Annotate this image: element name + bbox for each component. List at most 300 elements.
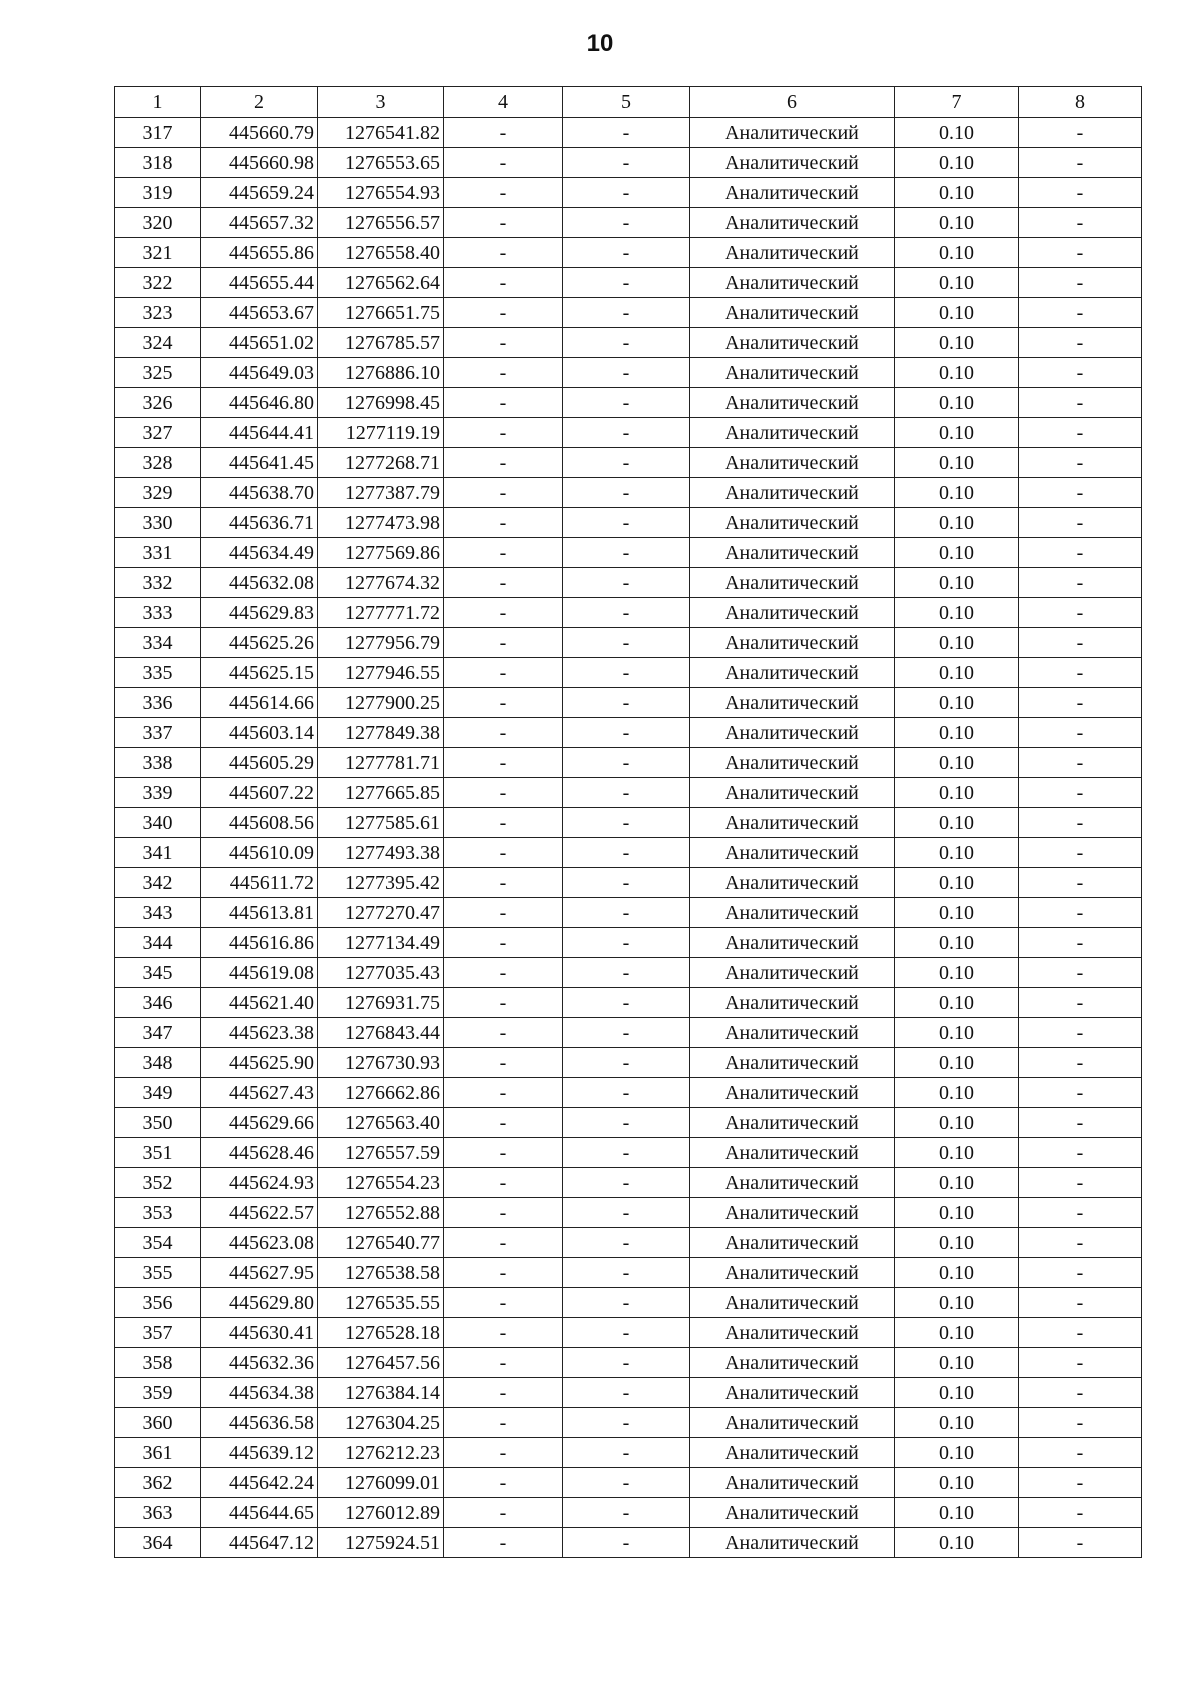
table-row <box>115 478 1142 508</box>
cell-method: Аналитический <box>690 1048 895 1078</box>
column-header-3: 3 <box>318 87 444 118</box>
cell-col-5: - <box>563 448 690 478</box>
cell-coord-x: 445644.65 <box>201 1498 318 1528</box>
cell-accuracy: 0.10 <box>895 868 1019 898</box>
cell-col-8: - <box>1019 1408 1142 1438</box>
cell-method: Аналитический <box>690 808 895 838</box>
cell-col-8: - <box>1019 1168 1142 1198</box>
cell-coord-y: 1276212.23 <box>318 1438 444 1468</box>
cell-col-4: - <box>444 118 563 148</box>
cell-accuracy: 0.10 <box>895 1318 1019 1348</box>
cell-coord-y: 1277569.86 <box>318 538 444 568</box>
cell-method: Аналитический <box>690 238 895 268</box>
cell-col-5: - <box>563 1438 690 1468</box>
table-row <box>115 208 1142 238</box>
table-row <box>115 1048 1142 1078</box>
cell-col-8: - <box>1019 118 1142 148</box>
cell-coord-y: 1276554.23 <box>318 1168 444 1198</box>
cell-point-number: 364 <box>115 1528 201 1558</box>
cell-col-5: - <box>563 598 690 628</box>
cell-col-8: - <box>1019 1048 1142 1078</box>
cell-coord-x: 445629.80 <box>201 1288 318 1318</box>
cell-method: Аналитический <box>690 538 895 568</box>
cell-col-8: - <box>1019 1438 1142 1468</box>
cell-col-8: - <box>1019 1468 1142 1498</box>
cell-col-8: - <box>1019 238 1142 268</box>
cell-coord-x: 445613.81 <box>201 898 318 928</box>
cell-coord-x: 445621.40 <box>201 988 318 1018</box>
cell-point-number: 356 <box>115 1288 201 1318</box>
cell-accuracy: 0.10 <box>895 538 1019 568</box>
cell-coord-x: 445644.41 <box>201 418 318 448</box>
cell-col-4: - <box>444 1408 563 1438</box>
cell-col-8: - <box>1019 268 1142 298</box>
cell-coord-y: 1276557.59 <box>318 1138 444 1168</box>
cell-method: Аналитический <box>690 418 895 448</box>
cell-col-5: - <box>563 178 690 208</box>
cell-col-4: - <box>444 838 563 868</box>
cell-method: Аналитический <box>690 1408 895 1438</box>
cell-accuracy: 0.10 <box>895 1018 1019 1048</box>
cell-accuracy: 0.10 <box>895 358 1019 388</box>
cell-col-5: - <box>563 1408 690 1438</box>
cell-method: Аналитический <box>690 1198 895 1228</box>
cell-coord-x: 445605.29 <box>201 748 318 778</box>
cell-coord-y: 1276012.89 <box>318 1498 444 1528</box>
cell-method: Аналитический <box>690 1228 895 1258</box>
cell-coord-x: 445653.67 <box>201 298 318 328</box>
cell-point-number: 342 <box>115 868 201 898</box>
cell-col-5: - <box>563 1078 690 1108</box>
cell-col-5: - <box>563 1138 690 1168</box>
cell-col-4: - <box>444 688 563 718</box>
cell-col-4: - <box>444 298 563 328</box>
column-header-2: 2 <box>201 87 318 118</box>
cell-method: Аналитический <box>690 1018 895 1048</box>
cell-method: Аналитический <box>690 1258 895 1288</box>
cell-point-number: 351 <box>115 1138 201 1168</box>
cell-accuracy: 0.10 <box>895 718 1019 748</box>
cell-accuracy: 0.10 <box>895 1528 1019 1558</box>
cell-coord-x: 445642.24 <box>201 1468 318 1498</box>
cell-point-number: 346 <box>115 988 201 1018</box>
cell-coord-y: 1276558.40 <box>318 238 444 268</box>
cell-col-8: - <box>1019 1528 1142 1558</box>
cell-col-4: - <box>444 628 563 658</box>
cell-method: Аналитический <box>690 778 895 808</box>
table-row <box>115 1498 1142 1528</box>
cell-method: Аналитический <box>690 1108 895 1138</box>
cell-accuracy: 0.10 <box>895 268 1019 298</box>
cell-col-5: - <box>563 718 690 748</box>
cell-coord-x: 445625.26 <box>201 628 318 658</box>
cell-accuracy: 0.10 <box>895 1228 1019 1258</box>
cell-coord-x: 445632.36 <box>201 1348 318 1378</box>
table-row <box>115 1108 1142 1138</box>
cell-coord-x: 445634.38 <box>201 1378 318 1408</box>
cell-method: Аналитический <box>690 868 895 898</box>
cell-col-5: - <box>563 208 690 238</box>
cell-accuracy: 0.10 <box>895 118 1019 148</box>
cell-col-8: - <box>1019 388 1142 418</box>
cell-col-8: - <box>1019 1498 1142 1528</box>
cell-method: Аналитический <box>690 1318 895 1348</box>
cell-col-4: - <box>444 1468 563 1498</box>
table-row <box>115 178 1142 208</box>
cell-col-8: - <box>1019 628 1142 658</box>
cell-method: Аналитический <box>690 1348 895 1378</box>
cell-coord-y: 1277035.43 <box>318 958 444 988</box>
cell-point-number: 350 <box>115 1108 201 1138</box>
table-row <box>115 598 1142 628</box>
cell-accuracy: 0.10 <box>895 1498 1019 1528</box>
cell-col-4: - <box>444 898 563 928</box>
cell-point-number: 317 <box>115 118 201 148</box>
cell-col-5: - <box>563 1288 690 1318</box>
cell-accuracy: 0.10 <box>895 988 1019 1018</box>
cell-coord-y: 1277585.61 <box>318 808 444 838</box>
cell-coord-y: 1276457.56 <box>318 1348 444 1378</box>
cell-col-8: - <box>1019 928 1142 958</box>
cell-coord-y: 1277849.38 <box>318 718 444 748</box>
cell-method: Аналитический <box>690 208 895 238</box>
cell-col-8: - <box>1019 1378 1142 1408</box>
cell-point-number: 327 <box>115 418 201 448</box>
cell-col-4: - <box>444 238 563 268</box>
table-row <box>115 958 1142 988</box>
cell-col-8: - <box>1019 1018 1142 1048</box>
cell-accuracy: 0.10 <box>895 1258 1019 1288</box>
cell-col-8: - <box>1019 838 1142 868</box>
cell-col-8: - <box>1019 748 1142 778</box>
cell-col-8: - <box>1019 898 1142 928</box>
cell-col-4: - <box>444 178 563 208</box>
cell-col-8: - <box>1019 808 1142 838</box>
cell-point-number: 341 <box>115 838 201 868</box>
cell-coord-x: 445649.03 <box>201 358 318 388</box>
cell-coord-x: 445655.86 <box>201 238 318 268</box>
cell-col-5: - <box>563 328 690 358</box>
table-row <box>115 148 1142 178</box>
cell-coord-x: 445627.43 <box>201 1078 318 1108</box>
cell-accuracy: 0.10 <box>895 1438 1019 1468</box>
cell-col-4: - <box>444 1018 563 1048</box>
cell-method: Аналитический <box>690 388 895 418</box>
cell-col-8: - <box>1019 1078 1142 1108</box>
cell-accuracy: 0.10 <box>895 1138 1019 1168</box>
cell-col-8: - <box>1019 1198 1142 1228</box>
cell-method: Аналитический <box>690 658 895 688</box>
cell-accuracy: 0.10 <box>895 1048 1019 1078</box>
cell-method: Аналитический <box>690 478 895 508</box>
cell-col-8: - <box>1019 1228 1142 1258</box>
cell-col-4: - <box>444 208 563 238</box>
cell-coord-y: 1276384.14 <box>318 1378 444 1408</box>
cell-point-number: 330 <box>115 508 201 538</box>
cell-coord-x: 445627.95 <box>201 1258 318 1288</box>
column-header-7: 7 <box>895 87 1019 118</box>
cell-point-number: 343 <box>115 898 201 928</box>
cell-accuracy: 0.10 <box>895 748 1019 778</box>
cell-coord-x: 445616.86 <box>201 928 318 958</box>
cell-coord-x: 445622.57 <box>201 1198 318 1228</box>
cell-col-4: - <box>444 1378 563 1408</box>
cell-coord-x: 445629.83 <box>201 598 318 628</box>
cell-col-5: - <box>563 478 690 508</box>
cell-col-8: - <box>1019 448 1142 478</box>
cell-accuracy: 0.10 <box>895 1468 1019 1498</box>
cell-col-4: - <box>444 1228 563 1258</box>
cell-point-number: 352 <box>115 1168 201 1198</box>
cell-accuracy: 0.10 <box>895 778 1019 808</box>
cell-coord-x: 445630.41 <box>201 1318 318 1348</box>
cell-col-4: - <box>444 748 563 778</box>
cell-method: Аналитический <box>690 298 895 328</box>
cell-col-8: - <box>1019 478 1142 508</box>
cell-point-number: 357 <box>115 1318 201 1348</box>
cell-col-8: - <box>1019 718 1142 748</box>
cell-method: Аналитический <box>690 1168 895 1198</box>
cell-coord-y: 1275924.51 <box>318 1528 444 1558</box>
cell-point-number: 361 <box>115 1438 201 1468</box>
cell-method: Аналитический <box>690 688 895 718</box>
cell-col-5: - <box>563 1198 690 1228</box>
cell-col-5: - <box>563 1528 690 1558</box>
cell-coord-x: 445625.90 <box>201 1048 318 1078</box>
cell-accuracy: 0.10 <box>895 418 1019 448</box>
table-row <box>115 1258 1142 1288</box>
cell-col-8: - <box>1019 1138 1142 1168</box>
table-row <box>115 328 1142 358</box>
cell-coord-x: 445655.44 <box>201 268 318 298</box>
cell-col-5: - <box>563 1348 690 1378</box>
cell-col-4: - <box>444 958 563 988</box>
cell-coord-x: 445629.66 <box>201 1108 318 1138</box>
cell-coord-y: 1276651.75 <box>318 298 444 328</box>
table-row <box>115 1018 1142 1048</box>
cell-col-4: - <box>444 388 563 418</box>
cell-point-number: 353 <box>115 1198 201 1228</box>
cell-col-5: - <box>563 418 690 448</box>
cell-col-4: - <box>444 778 563 808</box>
cell-col-8: - <box>1019 988 1142 1018</box>
cell-col-8: - <box>1019 658 1142 688</box>
table-row <box>115 538 1142 568</box>
cell-accuracy: 0.10 <box>895 1198 1019 1228</box>
cell-coord-y: 1276553.65 <box>318 148 444 178</box>
cell-coord-x: 445628.46 <box>201 1138 318 1168</box>
cell-accuracy: 0.10 <box>895 688 1019 718</box>
cell-col-5: - <box>563 688 690 718</box>
cell-col-8: - <box>1019 298 1142 328</box>
table-row <box>115 508 1142 538</box>
table-row <box>115 868 1142 898</box>
cell-point-number: 347 <box>115 1018 201 1048</box>
cell-point-number: 323 <box>115 298 201 328</box>
table-row <box>115 808 1142 838</box>
cell-col-8: - <box>1019 1108 1142 1138</box>
cell-method: Аналитический <box>690 1078 895 1108</box>
column-header-8: 8 <box>1019 87 1142 118</box>
cell-col-4: - <box>444 448 563 478</box>
cell-point-number: 340 <box>115 808 201 838</box>
cell-col-5: - <box>563 1498 690 1528</box>
table-row <box>115 1378 1142 1408</box>
cell-col-4: - <box>444 1288 563 1318</box>
table-row <box>115 778 1142 808</box>
cell-coord-x: 445634.49 <box>201 538 318 568</box>
table-row <box>115 1138 1142 1168</box>
cell-col-4: - <box>444 868 563 898</box>
cell-coord-x: 445636.71 <box>201 508 318 538</box>
cell-point-number: 322 <box>115 268 201 298</box>
cell-point-number: 336 <box>115 688 201 718</box>
cell-col-8: - <box>1019 538 1142 568</box>
cell-col-4: - <box>444 1168 563 1198</box>
cell-coord-y: 1276556.57 <box>318 208 444 238</box>
cell-coord-x: 445632.08 <box>201 568 318 598</box>
table-row <box>115 1168 1142 1198</box>
cell-coord-x: 445611.72 <box>201 868 318 898</box>
cell-point-number: 339 <box>115 778 201 808</box>
cell-coord-y: 1276998.45 <box>318 388 444 418</box>
cell-col-4: - <box>444 508 563 538</box>
cell-coord-x: 445646.80 <box>201 388 318 418</box>
cell-accuracy: 0.10 <box>895 508 1019 538</box>
table-header-row <box>115 87 1142 118</box>
table-row <box>115 1228 1142 1258</box>
cell-col-5: - <box>563 1018 690 1048</box>
cell-col-5: - <box>563 1318 690 1348</box>
cell-col-5: - <box>563 1168 690 1198</box>
cell-accuracy: 0.10 <box>895 478 1019 508</box>
cell-col-8: - <box>1019 688 1142 718</box>
cell-method: Аналитический <box>690 598 895 628</box>
cell-coord-y: 1277946.55 <box>318 658 444 688</box>
cell-col-4: - <box>444 268 563 298</box>
cell-accuracy: 0.10 <box>895 1408 1019 1438</box>
cell-coord-y: 1276528.18 <box>318 1318 444 1348</box>
cell-col-5: - <box>563 538 690 568</box>
table-row <box>115 1198 1142 1228</box>
cell-point-number: 358 <box>115 1348 201 1378</box>
cell-coord-y: 1277119.19 <box>318 418 444 448</box>
cell-method: Аналитический <box>690 628 895 658</box>
cell-coord-x: 445660.98 <box>201 148 318 178</box>
table-row <box>115 688 1142 718</box>
cell-point-number: 319 <box>115 178 201 208</box>
coordinates-table <box>114 86 1142 1558</box>
cell-coord-y: 1277956.79 <box>318 628 444 658</box>
cell-col-4: - <box>444 538 563 568</box>
cell-point-number: 334 <box>115 628 201 658</box>
cell-col-8: - <box>1019 958 1142 988</box>
cell-method: Аналитический <box>690 358 895 388</box>
cell-coord-y: 1276931.75 <box>318 988 444 1018</box>
cell-col-4: - <box>444 1528 563 1558</box>
cell-col-8: - <box>1019 508 1142 538</box>
cell-point-number: 326 <box>115 388 201 418</box>
column-header-1: 1 <box>115 87 201 118</box>
table-row <box>115 1078 1142 1108</box>
cell-method: Аналитический <box>690 1378 895 1408</box>
cell-accuracy: 0.10 <box>895 148 1019 178</box>
cell-col-4: - <box>444 658 563 688</box>
cell-col-5: - <box>563 778 690 808</box>
cell-col-5: - <box>563 1228 690 1258</box>
cell-method: Аналитический <box>690 748 895 778</box>
cell-accuracy: 0.10 <box>895 1288 1019 1318</box>
cell-coord-x: 445636.58 <box>201 1408 318 1438</box>
cell-coord-y: 1276535.55 <box>318 1288 444 1318</box>
cell-col-5: - <box>563 358 690 388</box>
cell-method: Аналитический <box>690 568 895 598</box>
cell-point-number: 329 <box>115 478 201 508</box>
cell-coord-x: 445607.22 <box>201 778 318 808</box>
table-row <box>115 298 1142 328</box>
cell-coord-y: 1277134.49 <box>318 928 444 958</box>
cell-col-8: - <box>1019 1258 1142 1288</box>
cell-accuracy: 0.10 <box>895 448 1019 478</box>
cell-col-5: - <box>563 658 690 688</box>
cell-coord-y: 1276099.01 <box>318 1468 444 1498</box>
cell-col-5: - <box>563 388 690 418</box>
cell-col-8: - <box>1019 1288 1142 1318</box>
table-row <box>115 628 1142 658</box>
cell-col-4: - <box>444 148 563 178</box>
cell-col-4: - <box>444 1048 563 1078</box>
cell-method: Аналитический <box>690 178 895 208</box>
cell-coord-y: 1276785.57 <box>318 328 444 358</box>
cell-coord-y: 1277781.71 <box>318 748 444 778</box>
cell-col-4: - <box>444 1108 563 1138</box>
cell-coord-y: 1276563.40 <box>318 1108 444 1138</box>
cell-accuracy: 0.10 <box>895 598 1019 628</box>
cell-coord-y: 1276304.25 <box>318 1408 444 1438</box>
cell-col-4: - <box>444 1138 563 1168</box>
cell-col-8: - <box>1019 358 1142 388</box>
cell-accuracy: 0.10 <box>895 568 1019 598</box>
cell-point-number: 355 <box>115 1258 201 1288</box>
cell-col-5: - <box>563 1378 690 1408</box>
table-row <box>115 1408 1142 1438</box>
table-row <box>115 1288 1142 1318</box>
cell-col-8: - <box>1019 598 1142 628</box>
cell-accuracy: 0.10 <box>895 1078 1019 1108</box>
cell-col-5: - <box>563 898 690 928</box>
cell-col-5: - <box>563 748 690 778</box>
cell-coord-y: 1277395.42 <box>318 868 444 898</box>
cell-point-number: 320 <box>115 208 201 238</box>
cell-coord-x: 445610.09 <box>201 838 318 868</box>
cell-coord-x: 445641.45 <box>201 448 318 478</box>
cell-method: Аналитический <box>690 1138 895 1168</box>
table-row <box>115 718 1142 748</box>
cell-coord-y: 1276541.82 <box>318 118 444 148</box>
cell-accuracy: 0.10 <box>895 808 1019 838</box>
cell-col-4: - <box>444 1258 563 1288</box>
cell-method: Аналитический <box>690 148 895 178</box>
cell-coord-x: 445623.38 <box>201 1018 318 1048</box>
cell-accuracy: 0.10 <box>895 388 1019 418</box>
cell-coord-x: 445639.12 <box>201 1438 318 1468</box>
cell-point-number: 318 <box>115 148 201 178</box>
cell-col-5: - <box>563 628 690 658</box>
cell-col-4: - <box>444 1438 563 1468</box>
cell-col-4: - <box>444 418 563 448</box>
cell-method: Аналитический <box>690 928 895 958</box>
cell-col-5: - <box>563 868 690 898</box>
